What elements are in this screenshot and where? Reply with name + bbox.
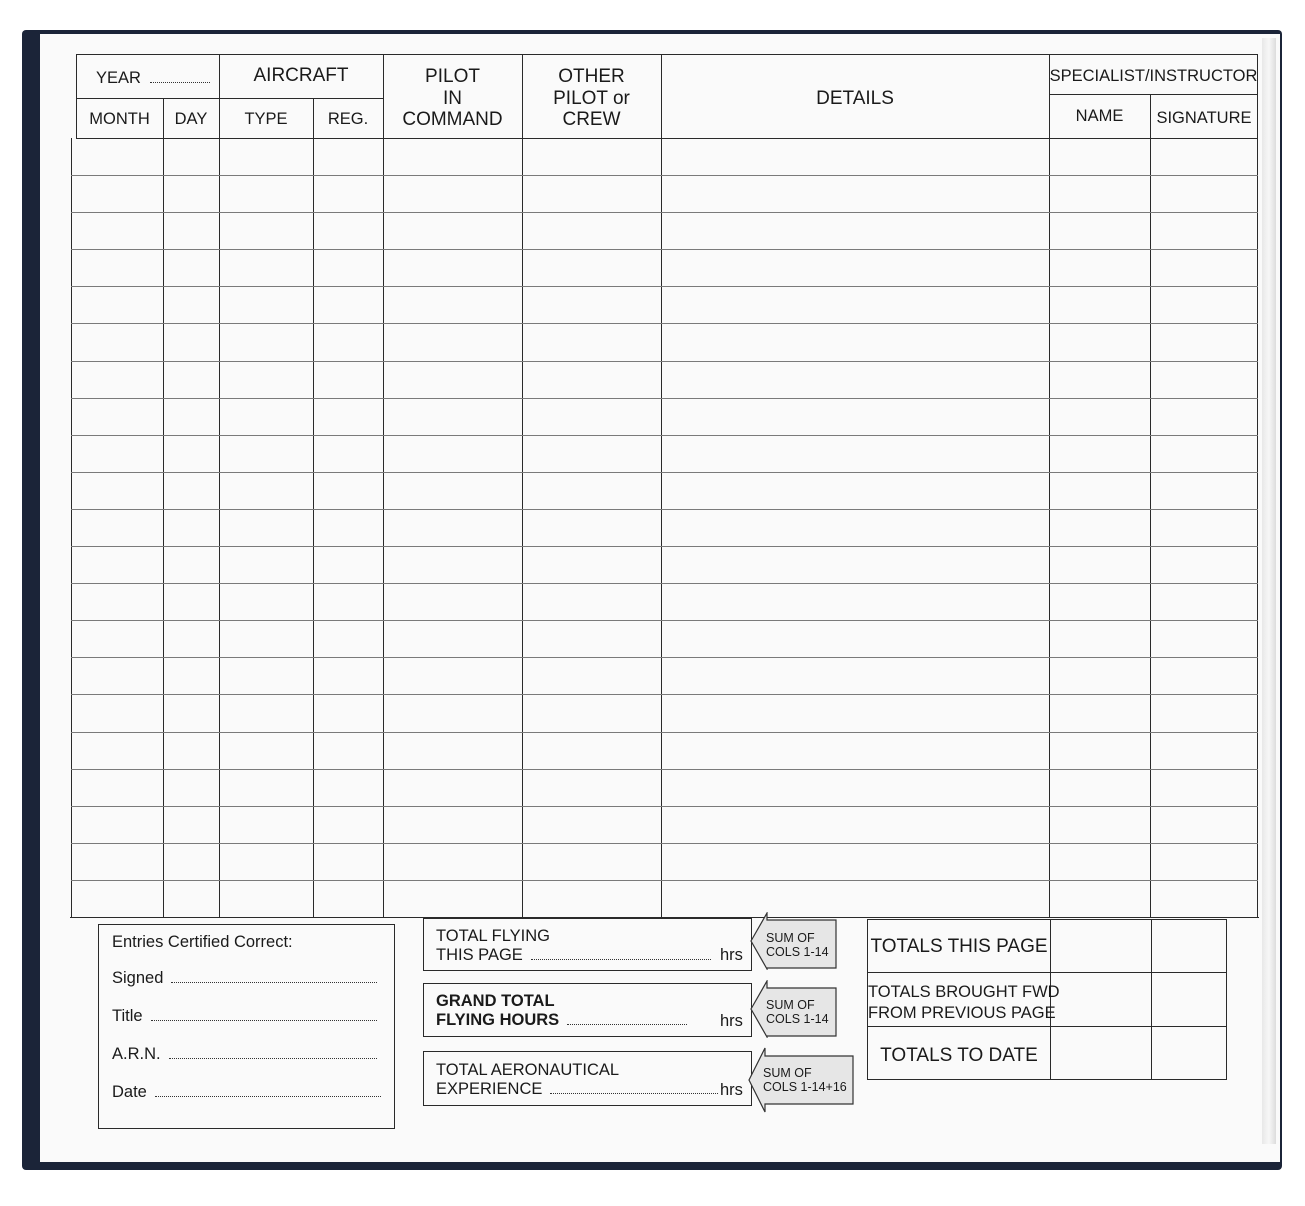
total-aeronautical-experience-box[interactable] <box>423 1051 752 1106</box>
table-row <box>71 286 1258 287</box>
col-line <box>71 138 72 917</box>
header-subdivider-specialist <box>1049 94 1258 95</box>
reg-header: REG. <box>327 110 369 128</box>
header-bottom-border <box>76 138 1258 139</box>
other-pilot-header: OTHER PILOT or CREW <box>553 66 630 130</box>
table-row <box>71 732 1258 733</box>
hrs-unit: hrs <box>720 1012 743 1030</box>
col-line <box>522 54 523 917</box>
row-line <box>868 972 1226 973</box>
signed-field[interactable]: Signed <box>112 970 377 987</box>
table-row <box>71 583 1258 584</box>
sum-arrow-icon: SUM OF COLS 1-14 <box>750 912 838 970</box>
total-aeronautical-experience-label: TOTAL AERONAUTICAL EXPERIENCE <box>436 1061 718 1099</box>
table-row <box>71 880 1258 881</box>
sum-arrow-icon: SUM OF COLS 1-14 <box>750 980 838 1038</box>
signature-header: SIGNATURE <box>1156 109 1252 127</box>
table-row <box>71 249 1258 250</box>
table-row <box>71 620 1258 621</box>
arn-field[interactable]: A.R.N. <box>112 1046 377 1063</box>
table-row <box>71 323 1258 324</box>
grand-total-flying-hours-box[interactable] <box>423 983 752 1037</box>
totals-brought-fwd-label: TOTALS BROUGHT FWD FROM PREVIOUS PAGE <box>868 983 1060 1022</box>
table-top-border <box>76 54 1258 55</box>
day-header: DAY <box>174 110 208 128</box>
year-label: YEAR <box>96 70 210 87</box>
table-row <box>71 472 1258 473</box>
table-row <box>71 435 1258 436</box>
col-line <box>163 98 164 917</box>
table-row <box>71 509 1258 510</box>
row-line <box>868 1026 1226 1027</box>
table-row <box>71 546 1258 547</box>
summary-totals-table <box>867 919 1227 1080</box>
table-row <box>71 361 1258 362</box>
details-header: DETAILS <box>816 88 894 109</box>
table-row <box>71 843 1258 844</box>
col-line <box>219 54 220 917</box>
hrs-unit: hrs <box>720 1081 743 1099</box>
grand-total-flying-hours-label: GRAND TOTAL FLYING HOURS <box>436 992 687 1030</box>
table-row <box>71 212 1258 213</box>
table-row <box>71 806 1258 807</box>
specialist-instructor-header: SPECIALIST/INSTRUCTOR <box>1049 67 1258 85</box>
certification-box <box>98 924 395 1129</box>
col-line <box>1257 54 1258 917</box>
table-row <box>71 769 1258 770</box>
table-row <box>71 398 1258 399</box>
date-field[interactable]: Date <box>112 1084 381 1101</box>
total-flying-this-page-box[interactable] <box>423 918 752 971</box>
table-row <box>71 694 1258 695</box>
col-line <box>661 54 662 917</box>
col-line <box>313 98 314 917</box>
title-field[interactable]: Title <box>112 1008 377 1025</box>
month-header: MONTH <box>89 110 150 128</box>
page-edge <box>1262 38 1276 1144</box>
col-line <box>1151 920 1152 1079</box>
totals-to-date-label: TOTALS TO DATE <box>880 1045 1038 1066</box>
aircraft-header: AIRCRAFT <box>253 65 349 86</box>
total-flying-this-page-label: TOTAL FLYING THIS PAGE <box>436 927 711 965</box>
table-row <box>71 657 1258 658</box>
type-header: TYPE <box>244 110 288 128</box>
header-subdivider <box>76 98 383 99</box>
certification-title: Entries Certified Correct: <box>112 933 293 951</box>
totals-this-page-label: TOTALS THIS PAGE <box>870 936 1048 957</box>
col-line <box>383 54 384 917</box>
table-row <box>71 175 1258 176</box>
col-line <box>1049 54 1050 917</box>
pilot-in-command-header: PILOT IN COMMAND <box>402 66 503 130</box>
col-line <box>1150 94 1151 917</box>
name-header: NAME <box>1075 107 1124 125</box>
hrs-unit: hrs <box>720 946 743 964</box>
sum-arrow-icon: SUM OF COLS 1-14+16 <box>748 1046 855 1114</box>
